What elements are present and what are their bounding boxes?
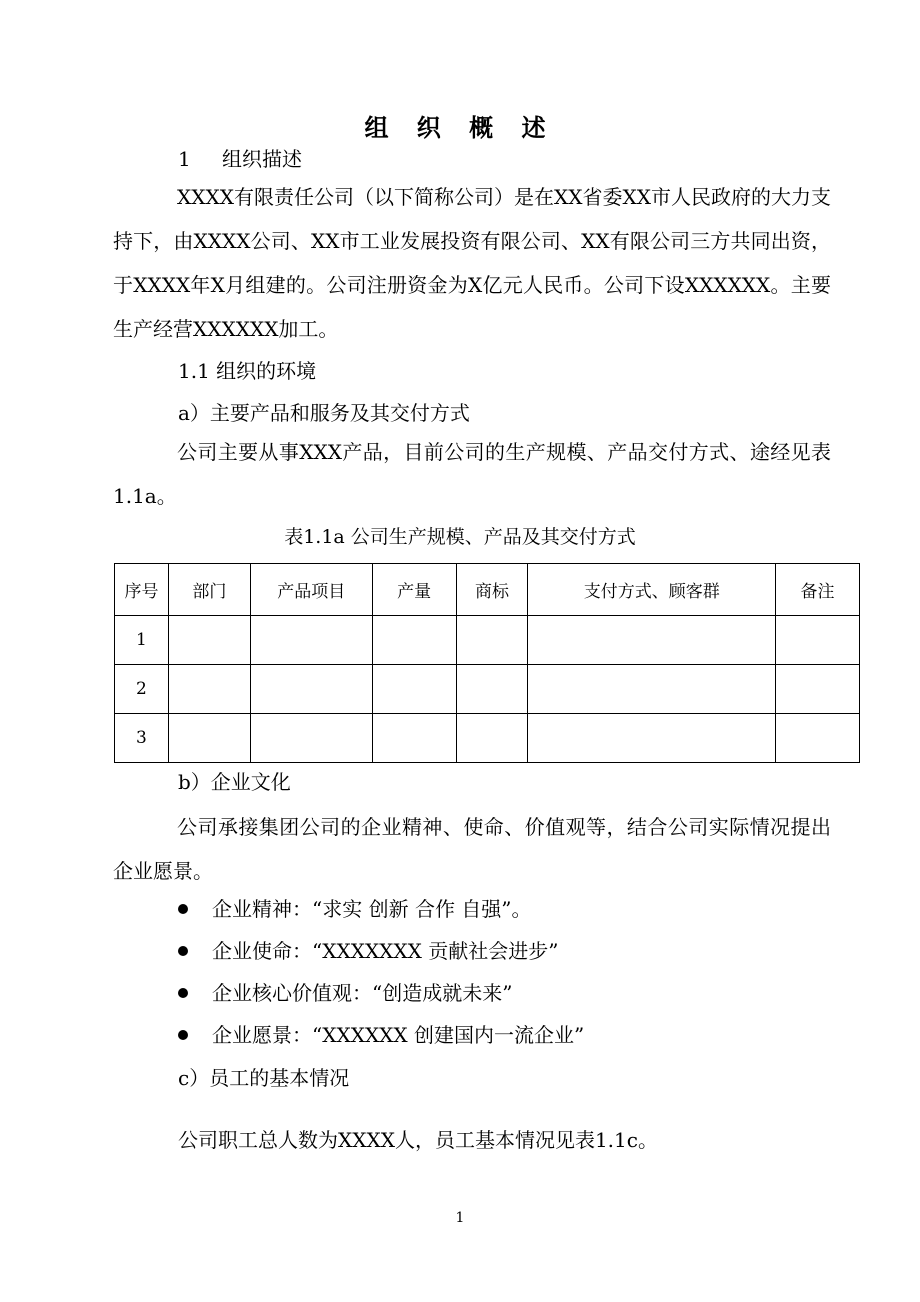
production-table xyxy=(114,563,860,763)
table-cell xyxy=(456,616,528,665)
table-cell xyxy=(776,616,860,665)
table-cell xyxy=(372,616,456,665)
section-title: 组织描述 xyxy=(222,147,302,171)
bullet-text: 企业愿景：“XXXXXX 创建国内一流企业” xyxy=(212,1023,585,1047)
table-header-cell: 产量 xyxy=(372,564,456,616)
item-a-paragraph: 公司主要从事XXX产品，目前公司的生产规模、产品交付方式、途经见表1.1a。 xyxy=(113,440,831,508)
subsection-heading: 1.1 组织的环境 xyxy=(178,359,317,383)
section-number: 1 xyxy=(178,147,191,171)
table-cell xyxy=(372,665,456,714)
table-cell xyxy=(168,714,250,763)
bullet-dot-icon xyxy=(178,988,188,998)
table-cell: 1 xyxy=(115,616,169,665)
table-row xyxy=(115,665,860,714)
table-cell xyxy=(776,714,860,763)
table-header-cell: 商标 xyxy=(456,564,528,616)
bullet-dot-icon xyxy=(178,946,188,956)
item-b-paragraph: 公司承接集团公司的企业精神、使命、价值观等，结合公司实际情况提出企业愿景。 xyxy=(113,815,831,883)
bullet-item xyxy=(178,1019,584,1048)
table-header-row xyxy=(115,564,860,616)
table-cell xyxy=(250,616,372,665)
bullet-item xyxy=(178,935,558,964)
bullet-item xyxy=(178,893,532,922)
table-caption: 表1.1a 公司生产规模、产品及其交付方式 xyxy=(284,526,636,548)
table-cell xyxy=(168,665,250,714)
table-cell xyxy=(250,714,372,763)
item-b-heading: b）企业文化 xyxy=(178,770,291,794)
item-a-heading: a）主要产品和服务及其交付方式 xyxy=(178,401,470,425)
item-c-heading: c）员工的基本情况 xyxy=(178,1066,350,1090)
table-header-cell: 产品项目 xyxy=(250,564,372,616)
table-header-cell: 支付方式、顾客群 xyxy=(528,564,776,616)
bullet-dot-icon xyxy=(178,1030,188,1040)
document-title: 组 织 概 述 xyxy=(364,113,556,142)
table-cell xyxy=(372,714,456,763)
table-cell xyxy=(168,616,250,665)
section-heading xyxy=(178,143,302,172)
bullet-dot-icon xyxy=(178,904,188,914)
table-cell xyxy=(776,665,860,714)
bullet-text: 企业精神：“求实 创新 合作 自强”。 xyxy=(212,897,532,921)
table-cell xyxy=(528,714,776,763)
table-cell xyxy=(250,665,372,714)
table-header-cell: 部门 xyxy=(168,564,250,616)
table-row xyxy=(115,714,860,763)
table-cell xyxy=(528,665,776,714)
table-header-cell: 备注 xyxy=(776,564,860,616)
table-cell: 2 xyxy=(115,665,169,714)
table-cell xyxy=(528,616,776,665)
intro-paragraph: XXXX有限责任公司（以下简称公司）是在XX省委XX市人民政府的大力支持下，由XXXX公司、XX市工业发展投资有限公司、XX有限公司三方共同出资，于XXXX年X月组建的。公司注册资金为X亿元人民币。公司下设XXXXXX。主要生产经营XXXXXX加工。 xyxy=(113,185,831,341)
table-cell xyxy=(456,714,528,763)
bullet-text: 企业核心价值观：“创造成就未来” xyxy=(212,981,513,1005)
table-header-cell: 序号 xyxy=(115,564,169,616)
bullet-text: 企业使命：“XXXXXXX 贡献社会进步” xyxy=(212,939,559,963)
table-cell xyxy=(456,665,528,714)
bullet-item xyxy=(178,977,512,1006)
table-row xyxy=(115,616,860,665)
table-cell: 3 xyxy=(115,714,169,763)
item-c-paragraph: 公司职工总人数为XXXX人，员工基本情况见表1.1c。 xyxy=(178,1128,658,1152)
page-number: 1 xyxy=(455,1210,465,1226)
